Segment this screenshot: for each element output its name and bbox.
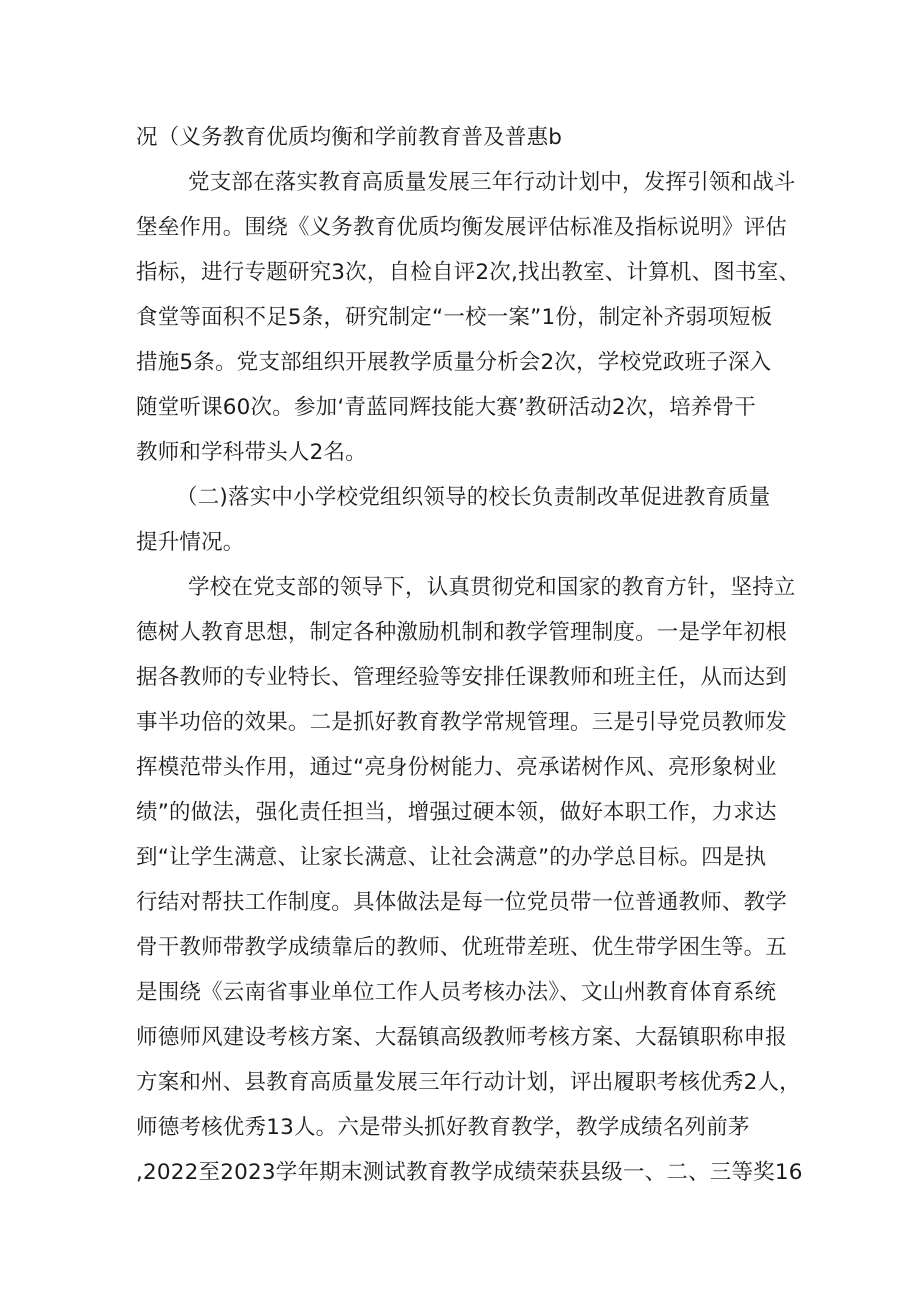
text-line: 堡垒作用。围绕《义务教育优质均衡发展评估标准及指标说明》评估 — [136, 215, 788, 240]
text-line: 绩”的做法，强化责任担当，增强过硬本领，做好本职工作，力求达 — [136, 800, 777, 825]
text-line: 提升情况。 — [136, 530, 245, 555]
text-line: 行结对帮扶工作制度。具体做法是每一位党员带一位普通教师、教学 — [136, 890, 788, 915]
section-heading-2 — [136, 482, 796, 572]
text-line: 到“让学生满意、让家长满意、让社会满意”的办学总目标。四是执 — [136, 845, 767, 870]
text-line: 据各教师的专业特长、管理经验等安排任课教师和班主任，从而达到 — [136, 665, 788, 690]
document-page — [136, 122, 803, 1202]
text-line: 况（义务教育优质均衡和学前教育普及普惠b — [136, 125, 563, 150]
text-line: 师德考核优秀13人。六是带头抓好教育教学，教学成绩名列前茅 — [136, 1115, 750, 1140]
text-line: 措施5条。党支部组织开展教学质量分析会2次，学校党政班子深入 — [136, 350, 772, 375]
text-line: 教师和学科带头人2名。 — [136, 440, 367, 465]
section-heading-continued — [136, 122, 796, 167]
text-line: 方案和州、县教育高质量发展三年行动计划，评出履职考核优秀2人， — [136, 1070, 801, 1095]
text-line: 是围绕《云南省事业单位工作人员考核办法》、文山州教育体育系统 — [136, 980, 777, 1005]
text-line: 骨干教师带教学成绩靠后的教师、优班带差班、优生带学困生等。五 — [136, 935, 788, 960]
text-line: 挥模范带头作用，通过“亮身份树能力、亮承诺树作风、亮形象树业 — [136, 755, 777, 780]
paragraph-party-branch — [136, 167, 801, 482]
paragraph-school-leadership — [136, 572, 803, 1202]
text-line: 事半功倍的效果。二是抓好教育教学常规管理。三是引导党员教师发 — [136, 710, 788, 735]
text-line: 德树人教育思想，制定各种激励机制和教学管理制度。一是学年初根 — [136, 620, 788, 645]
text-line: 指标，进行专题研究3次，自检自评2次,找出教室、计算机、图书室、 — [136, 260, 801, 285]
text-line: 随堂听课60次。参加‘青蓝同辉技能大赛’教研活动2次，培养骨干 — [136, 395, 756, 420]
text-line: ,2022至2023学年期末测试教育教学成绩荣获县级一、二、三等奖16 — [136, 1160, 803, 1185]
text-line: （二)落实中小学校党组织领导的校长负责制改革促进教育质量 — [176, 485, 771, 510]
text-line: 食堂等面积不足5条，研究制定“一校一案”1份，制定补齐弱项短板 — [136, 305, 773, 330]
text-line: 师德师风建设考核方案、大磊镇高级教师考核方案、大磊镇职称申报 — [136, 1025, 788, 1050]
text-line: 学校在党支部的领导下，认真贯彻党和国家的教育方针，坚持立 — [188, 575, 796, 600]
text-line: 党支部在落实教育高质量发展三年行动计划中，发挥引领和战斗 — [188, 170, 796, 195]
